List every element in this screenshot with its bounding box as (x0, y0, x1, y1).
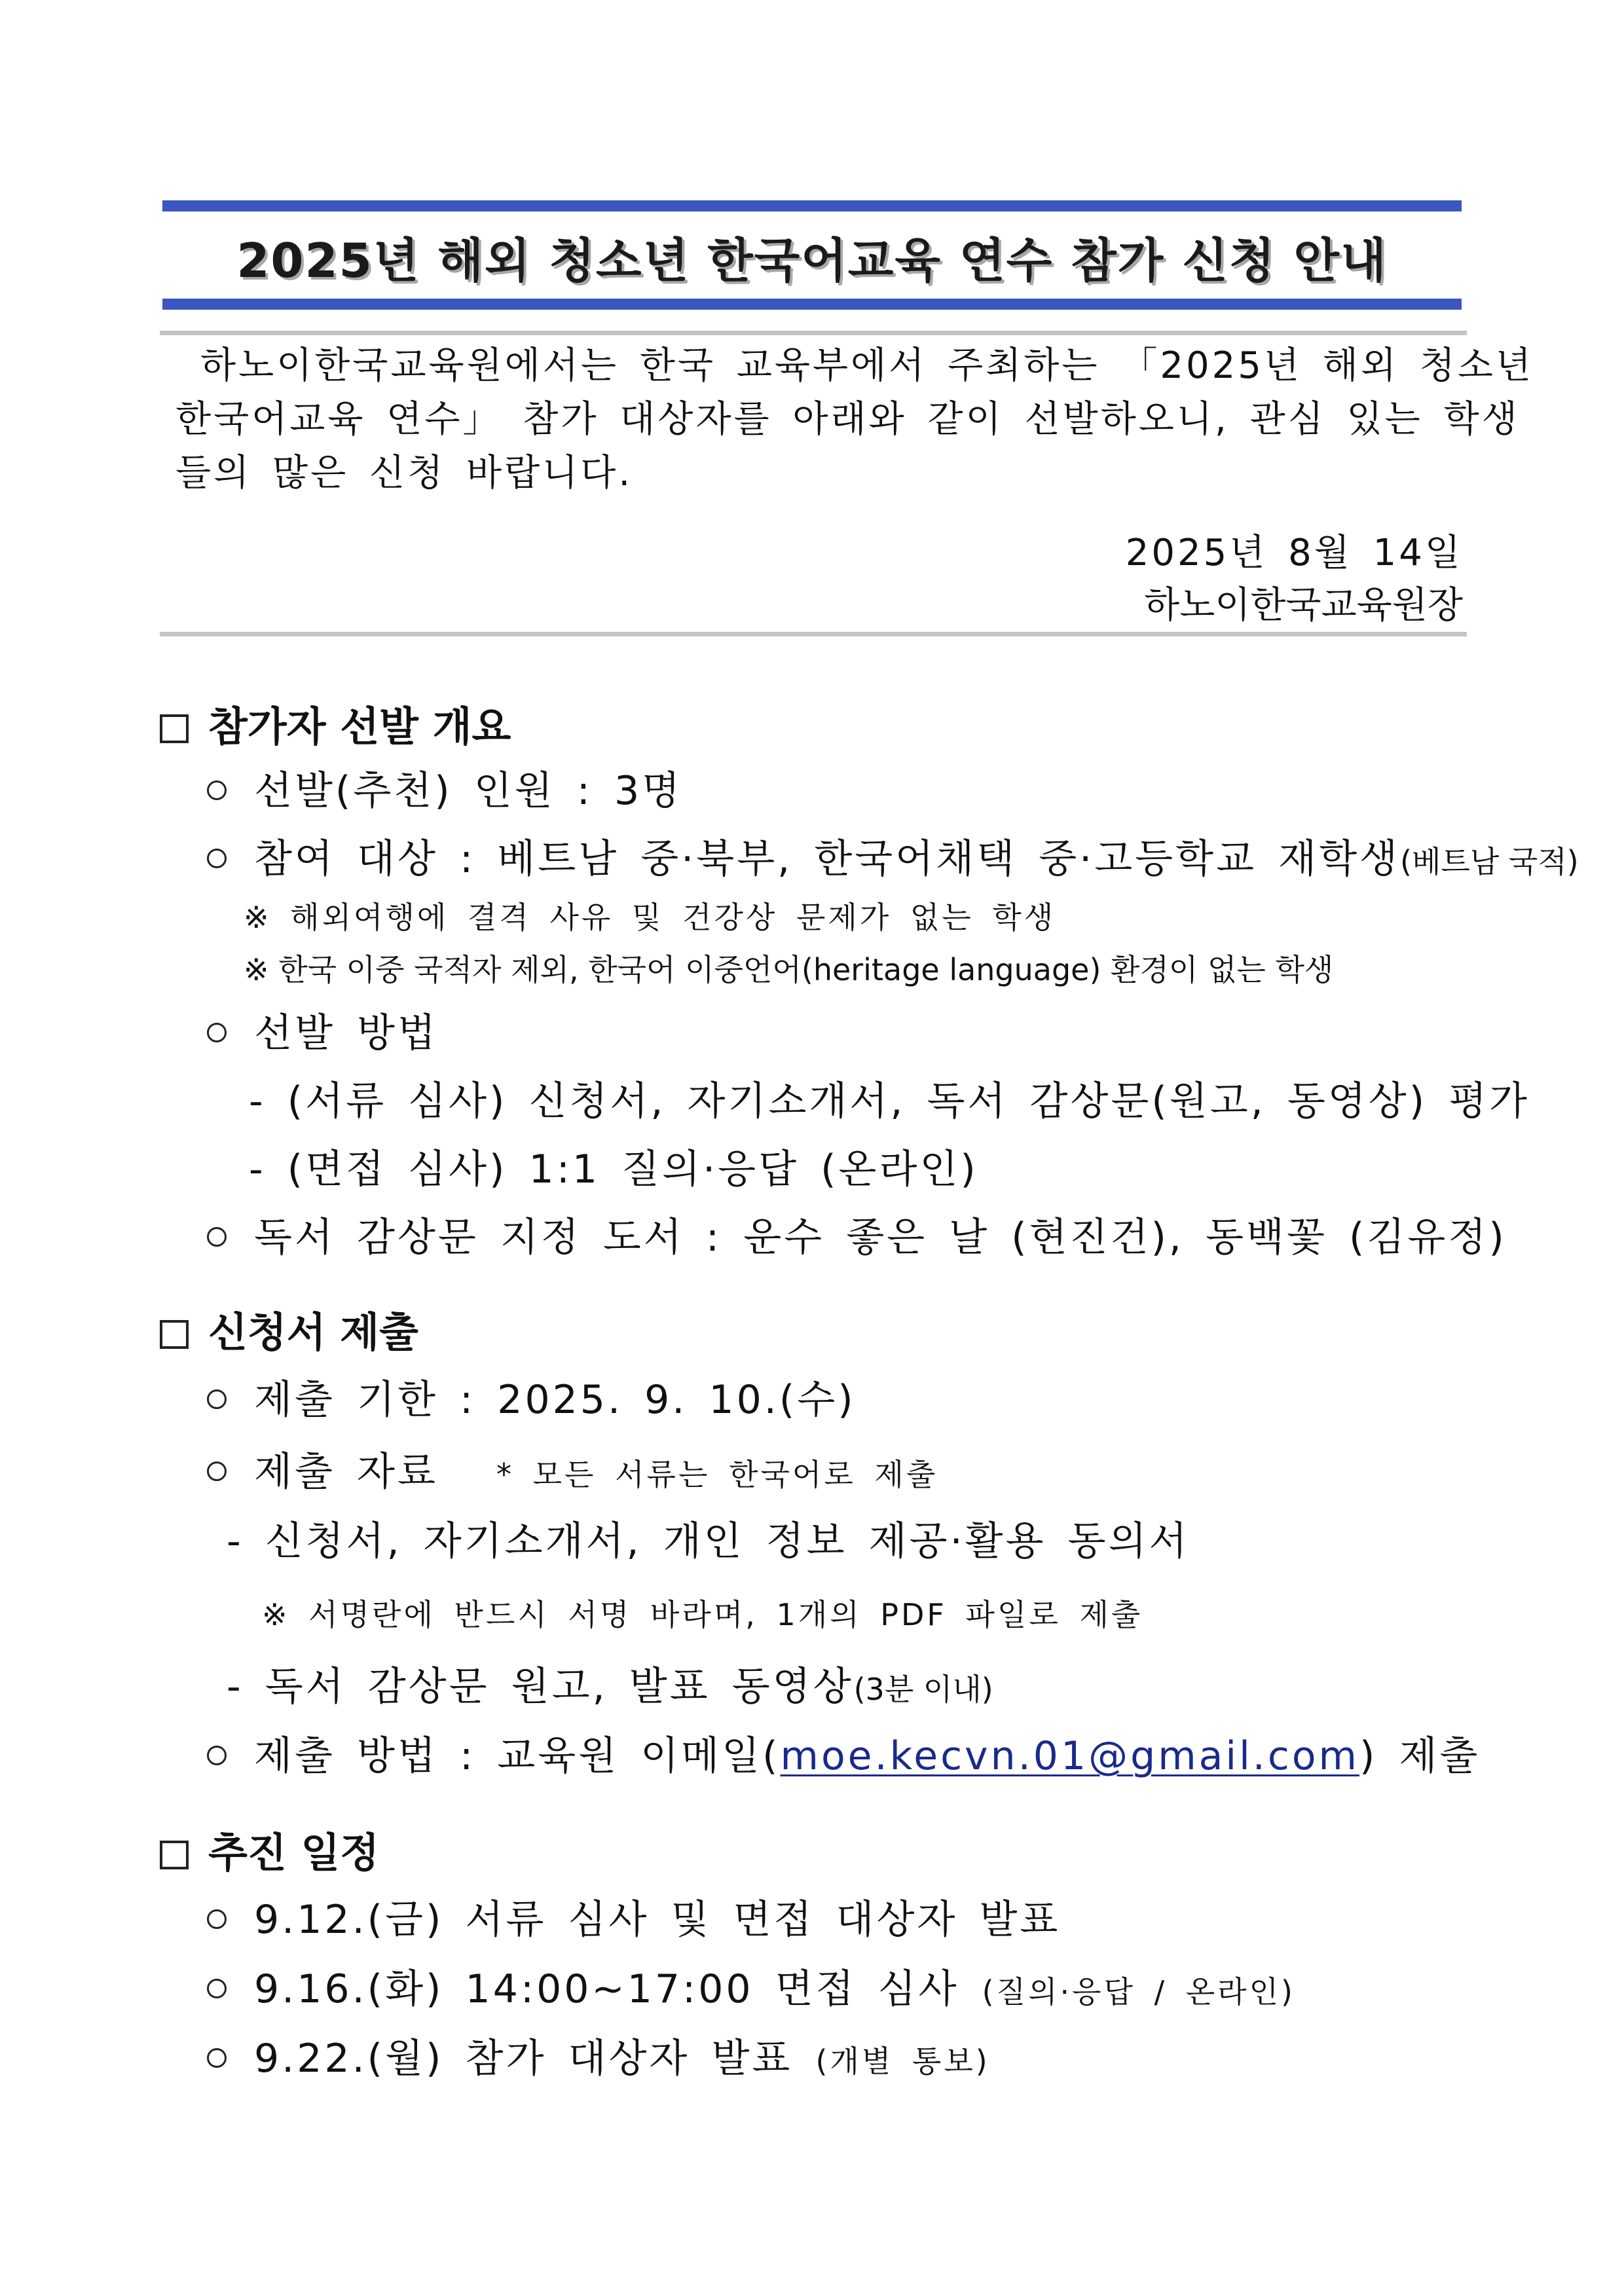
section-overview-heading: 참가자 선발 개요 (160, 694, 511, 752)
notice-date: 2025년 8월 14일 (1125, 532, 1463, 574)
circle-bullet-icon (207, 1746, 227, 1765)
circle-bullet-icon (207, 780, 227, 800)
materials-forms-note: ※ 서명란에 반드시 서명 바라며, 1개의 PDF 파일로 제출 (262, 1597, 1143, 1632)
submission-method-item: 제출 방법 : 교육원 이메일(moe.kecvn.01@gmail.com) 제출 (207, 1725, 1480, 1781)
deadline-item: 제출 기한 : 2025. 9. 10.(수) (207, 1368, 856, 1425)
section-schedule-heading: 추진 일정 (160, 1820, 379, 1879)
notice-issuer: 하노이한국교육원장 (1144, 584, 1463, 627)
intro-line-3: 들의 많은 신청 바랍니다. (175, 452, 633, 494)
schedule-item-2: 9.16.(화) 14:00~17:00 면접 심사 (질의·응답 / 온라인) (207, 1958, 1295, 2014)
circle-bullet-icon (207, 1389, 227, 1409)
materials-essay-video: - 독서 감상문 원고, 발표 동영상(3분 이내) (227, 1664, 993, 1710)
circle-bullet-icon (207, 1979, 227, 1998)
circle-bullet-icon (207, 1023, 227, 1042)
circle-bullet-icon (207, 849, 227, 868)
method-interview: - (면접 심사) 1:1 질의·응답 (온라인) (249, 1147, 978, 1192)
section-submission-heading: 신청서 제출 (160, 1300, 418, 1358)
circle-bullet-icon (207, 1909, 227, 1929)
intro-line-2: 한국어교육 연수」 참가 대상자를 아래와 같이 선발하오니, 관심 있는 학생 (175, 398, 1520, 441)
submission-email-link[interactable]: moe.kecvn.01@gmail.com (780, 1733, 1359, 1779)
schedule-item-3: 9.22.(월) 참가 대상자 발표 (개별 통보) (207, 2027, 990, 2084)
target-item: 참여 대상 : 베트남 중·북부, 한국어채택 중·고등학교 재학생(베트남 국적) (207, 828, 1579, 884)
title-bottom-rule (162, 299, 1462, 310)
materials-forms: - 신청서, 자기소개서, 개인 정보 제공·활용 동의서 (227, 1518, 1190, 1564)
assigned-books-item: 독서 감상문 지정 도서 : 운수 좋은 날 (현진건), 동백꽃 (김유정) (207, 1206, 1507, 1262)
target-note-1: ※ 해외여행에 결격 사유 및 건강상 문제가 없는 학생 (244, 900, 1056, 935)
page-title: 2025년 해외 청소년 한국어교육 연수 참가 신청 안내 (236, 233, 1388, 288)
checkbox-square-icon (160, 1320, 189, 1349)
circle-bullet-icon (207, 1461, 227, 1481)
method-document-review: - (서류 심사) 신청서, 자기소개서, 독서 감상문(원고, 동영상) 평가 (249, 1078, 1530, 1124)
title-gray-rule (160, 331, 1467, 335)
circle-bullet-icon (207, 1227, 227, 1247)
checkbox-square-icon (160, 1841, 189, 1869)
title-top-rule (162, 200, 1462, 211)
selection-method-item: 선발 방법 (207, 1002, 438, 1058)
checkbox-square-icon (160, 714, 189, 743)
materials-language-note: * 모든 서류는 한국어로 제출 (496, 1457, 938, 1492)
intro-bottom-rule (160, 632, 1467, 636)
recruit-count-item: 선발(추천) 인원 : 3명 (207, 760, 682, 816)
materials-item: 제출 자료 * 모든 서류는 한국어로 제출 (207, 1441, 938, 1497)
schedule-item-1: 9.12.(금) 서류 심사 및 면접 대상자 발표 (207, 1888, 1060, 1945)
circle-bullet-icon (207, 2048, 227, 2068)
intro-line-1: 하노이한국교육원에서는 한국 교육부에서 주최하는 「2025년 해외 청소년 (200, 344, 1534, 387)
target-note-2: ※ 한국 이중 국적자 제외, 한국어 이중언어(heritage language) 환경이 없는 학생 (244, 952, 1334, 987)
